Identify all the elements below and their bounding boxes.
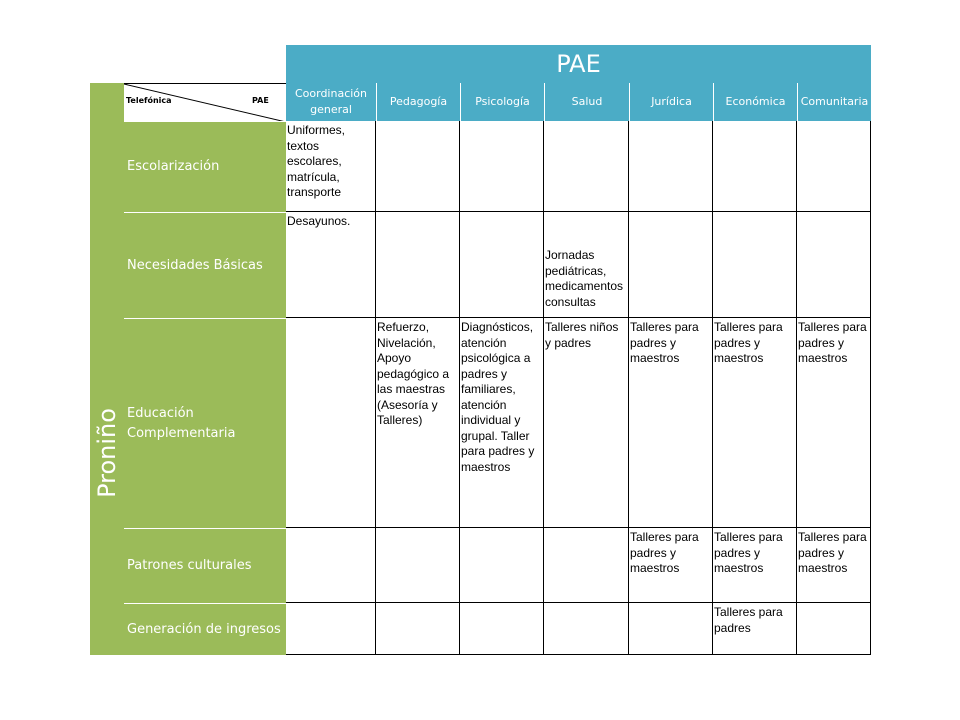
pae-header	[286, 45, 871, 83]
table-cell: Talleres para padres y maestros	[713, 528, 797, 603]
table-cell	[544, 121, 629, 212]
table-cell	[713, 121, 797, 212]
table-cell	[286, 318, 376, 528]
table-cell: Jornadas pediátricas, medicamentos consultas	[544, 212, 629, 318]
table-cell	[376, 121, 460, 212]
table-cell	[460, 603, 544, 655]
corner-cell	[124, 83, 286, 121]
table-cell: Talleres para padres	[713, 603, 797, 655]
pae-header-label: PAE	[556, 50, 601, 78]
row-header-label: Educación Complementaria	[127, 405, 236, 441]
table-cell: Talleres para padres y maestros	[629, 528, 713, 603]
row-header	[124, 318, 286, 528]
table-cell: Talleres para padres y maestros	[629, 318, 713, 528]
table-cell	[544, 528, 629, 603]
table-cell	[713, 212, 797, 318]
table-cell	[460, 121, 544, 212]
table-cell: Refuerzo, Nivelación, Apoyo pedagógico a las maestras (Asesoría y Talleres)	[376, 318, 460, 528]
column-header: Psicología	[460, 83, 544, 121]
table-cell	[460, 212, 544, 318]
table-cell	[376, 528, 460, 603]
column-header: Económica	[713, 83, 797, 121]
table-cell	[629, 603, 713, 655]
pronino-label: Proniño	[93, 408, 121, 498]
table-cell	[286, 603, 376, 655]
table-cell: Talleres niños y padres	[544, 318, 629, 528]
pronino-side-header	[90, 83, 124, 655]
table-cell	[629, 212, 713, 318]
column-header: Salud	[544, 83, 629, 121]
column-header: Pedagogía	[376, 83, 460, 121]
column-header: Jurídica	[629, 83, 713, 121]
row-header-label: Patrones culturales	[127, 558, 252, 573]
row-header	[124, 121, 286, 212]
table-cell: Talleres para padres y maestros	[797, 318, 871, 528]
column-header: Coordinación general	[286, 83, 376, 121]
table-cell	[376, 603, 460, 655]
corner-label-pae: PAE	[252, 96, 269, 105]
corner-label-telefonica: Telefónica	[126, 96, 172, 105]
table-cell: Diagnósticos, atención psicológica a padres y familiares, atención individual y grupal. Taller para padres y maestros	[460, 318, 544, 528]
table-cell: Talleres para padres y maestros	[713, 318, 797, 528]
table-cell	[286, 528, 376, 603]
table-cell: Talleres para padres y maestros	[797, 528, 871, 603]
table-cell	[376, 212, 460, 318]
column-header: Comunitaria	[797, 83, 871, 121]
table-cell: Desayunos.	[286, 212, 376, 318]
table-cell	[460, 528, 544, 603]
table-cell	[629, 121, 713, 212]
row-header	[124, 212, 286, 318]
table-cell	[797, 603, 871, 655]
row-header-label: Generación de ingresos	[127, 621, 281, 637]
table-cell	[544, 603, 629, 655]
table-cell	[797, 121, 871, 212]
table-cell	[797, 212, 871, 318]
row-header	[124, 603, 286, 655]
row-header-label: Escolarización	[127, 159, 220, 174]
row-header-label: Necesidades Básicas	[127, 257, 263, 273]
row-header	[124, 528, 286, 603]
table-cell: Uniformes, textos escolares, matrícula, transporte	[286, 121, 376, 212]
